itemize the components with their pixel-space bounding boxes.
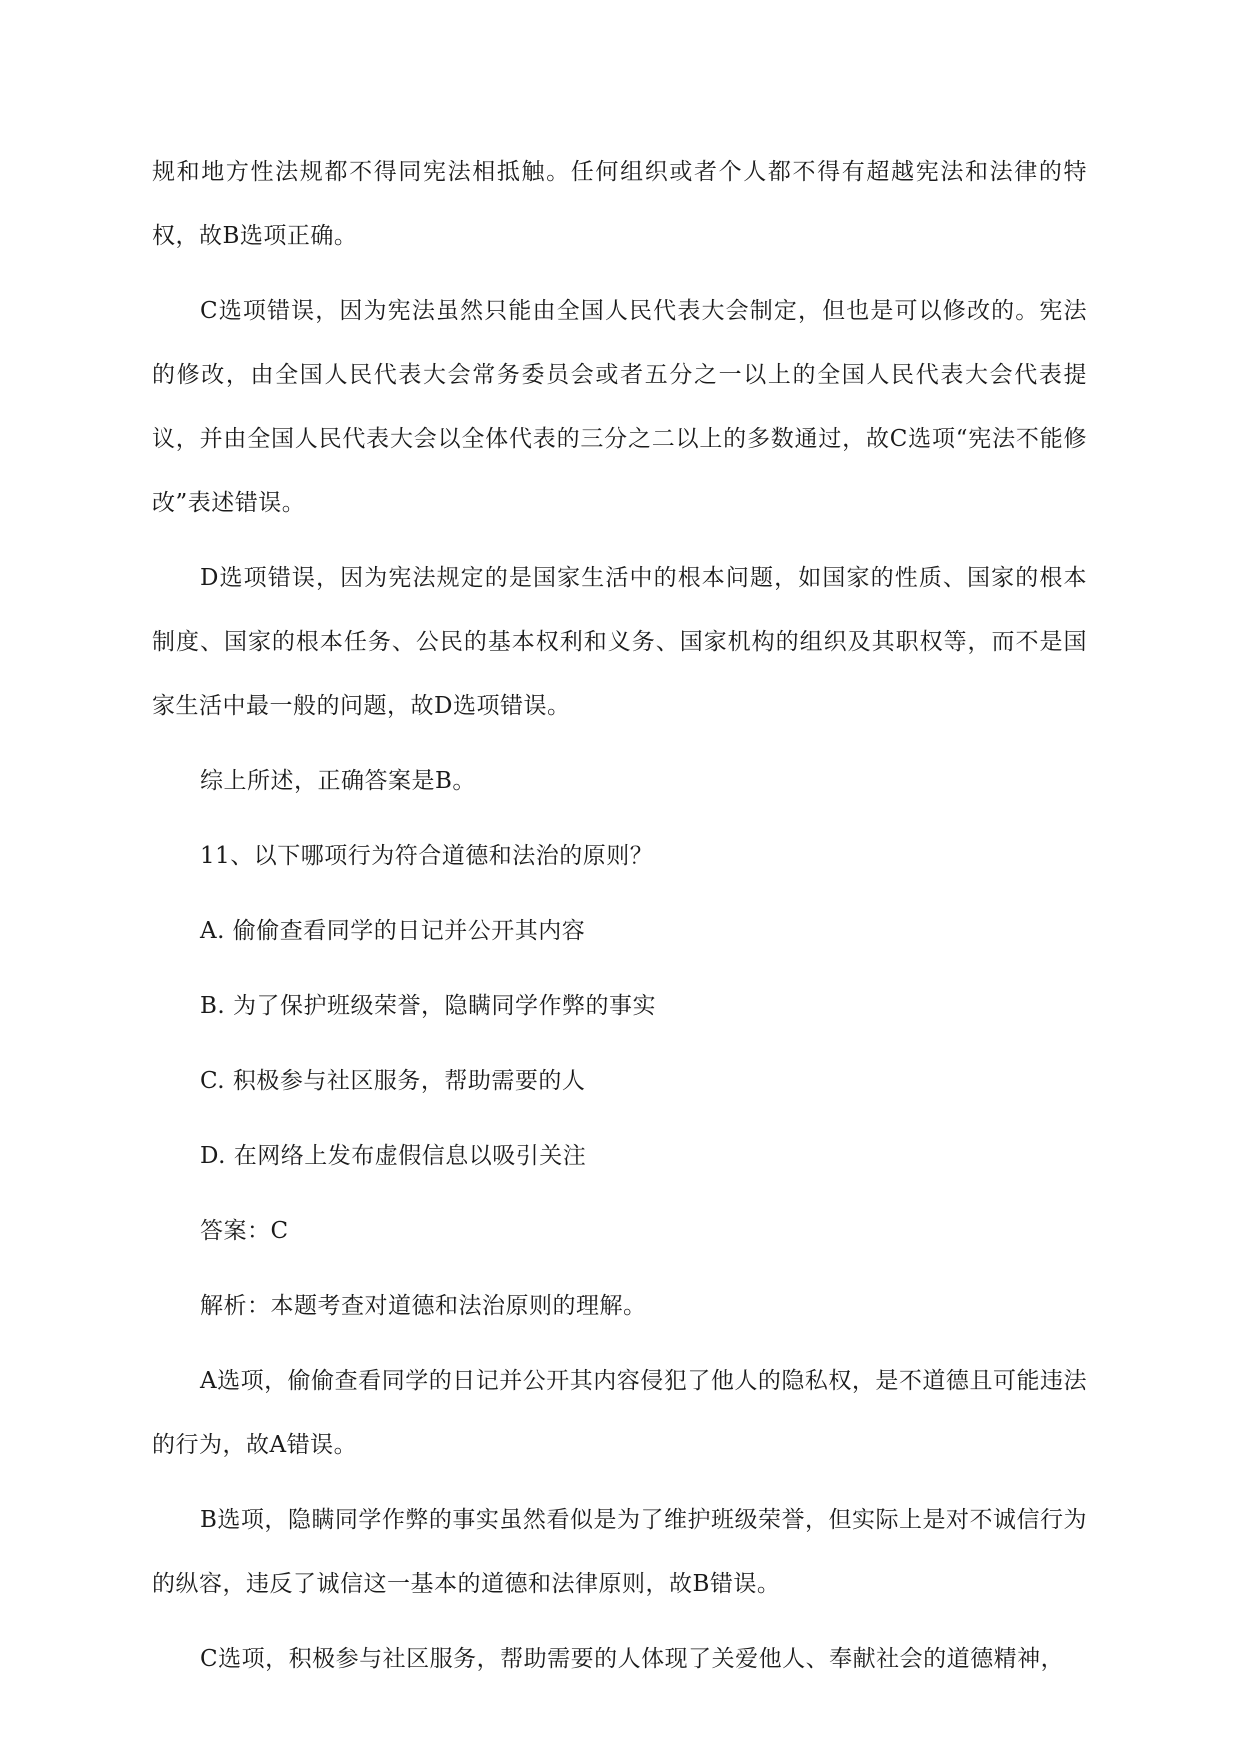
analysis-b: B选项，隐瞒同学作弊的事实虽然看似是为了维护班级荣誉，但实际上是对不诚信行为的纵容，违反了诚信这一基本的道德和法律原则，故B错误。 — [152, 1507, 1087, 1597]
paragraph-c-wrong: C选项错误，因为宪法虽然只能由全国人民代表大会制定，但也是可以修改的。宪法的修改，由全国人民代表大会常务委员会或者五分之一以上的全国人民代表大会代表提议，并由全国人民代表大会以全体代表的三分之二以上的多数通过，故C选项“宪法不能修改”表述错误。 — [152, 298, 1087, 516]
analysis-c: C选项，积极参与社区服务，帮助需要的人体现了关爱他人、奉献社会的道德精神， — [200, 1646, 1065, 1672]
question-11: 11、以下哪项行为符合道德和法治的原则？ — [200, 843, 654, 869]
option-c: C. 积极参与社区服务，帮助需要的人 — [200, 1068, 586, 1094]
paragraph-summary: 综上所述，正确答案是B。 — [200, 768, 476, 794]
option-b: B. 为了保护班级荣誉，隐瞒同学作弊的事实 — [200, 993, 657, 1019]
answer: 答案：C — [200, 1218, 289, 1244]
analysis-intro: 解析：本题考查对道德和法治原则的理解。 — [200, 1293, 647, 1319]
paragraph-b-correct: 规和地方性法规都不得同宪法相抵触。任何组织或者个人都不得有超越宪法和法律的特权，故B选项正确。 — [152, 159, 1087, 249]
paragraph-d-wrong: D选项错误，因为宪法规定的是国家生活中的根本问题，如国家的性质、国家的根本制度、国家的根本任务、公民的基本权利和义务、国家机构的组织及其职权等，而不是国家生活中最一般的问题，故D选项错误。 — [152, 565, 1087, 719]
option-d: D. 在网络上发布虚假信息以吸引关注 — [200, 1143, 587, 1169]
analysis-a: A选项，偷偷查看同学的日记并公开其内容侵犯了他人的隐私权，是不道德且可能违法的行为，故A错误。 — [152, 1368, 1087, 1458]
document-page — [152, 140, 1087, 1702]
option-a: A. 偷偷查看同学的日记并公开其内容 — [200, 918, 586, 944]
